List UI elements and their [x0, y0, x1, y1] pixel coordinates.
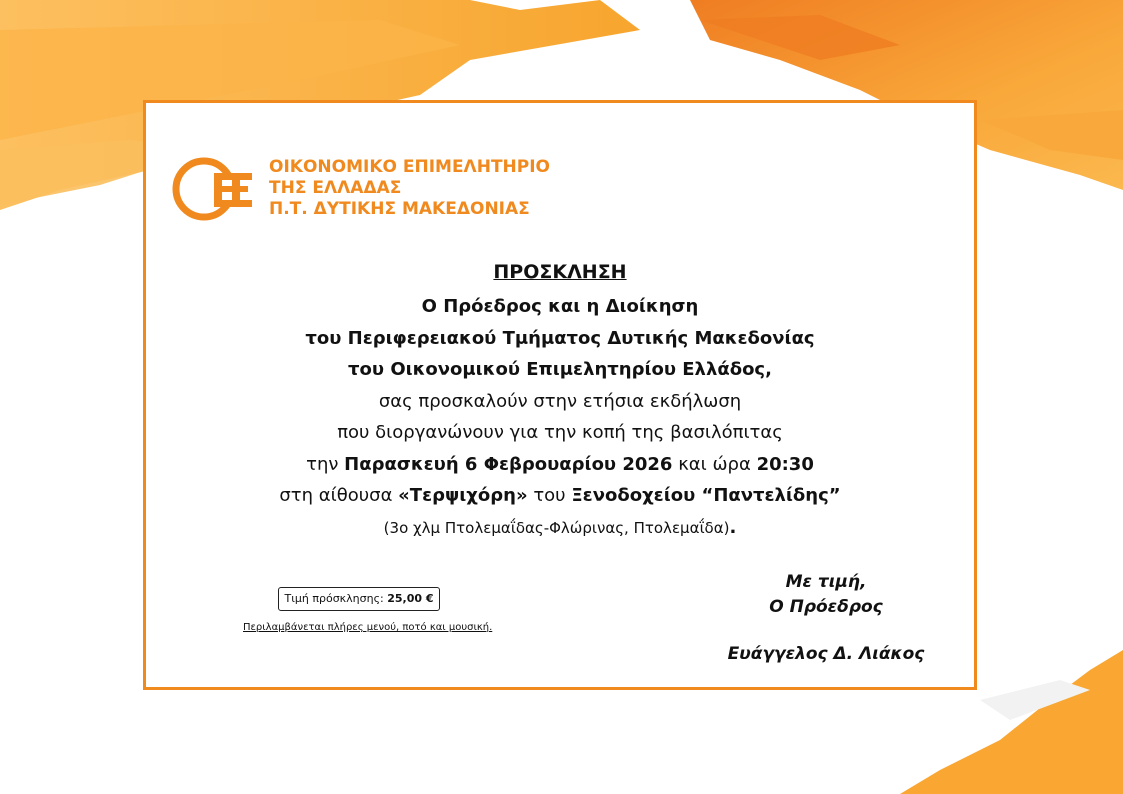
body-line-4: σας προσκαλούν στην ετήσια εκδήλωση — [378, 390, 742, 412]
invitation-body — [146, 291, 974, 544]
venue-prefix: στη αίθουσα — [279, 485, 399, 506]
body-line-1: Ο Πρόεδρος και η Διοίκηση — [421, 296, 699, 317]
venue-mid: του — [527, 485, 572, 506]
body-line-5: που διοργανώνουν για την κοπή της βασιλόπιτας — [337, 422, 783, 443]
date-prefix: την — [306, 453, 345, 475]
signature-name: Ευάγγελος Δ. Λιάκος — [727, 644, 925, 664]
address-end: . — [729, 516, 737, 538]
body-line-3: του Οικονομικού Επιμελητηρίου Ελλάδος, — [348, 359, 772, 380]
venue-hotel: Ξενοδοχείου “Παντελίδης” — [571, 485, 841, 506]
signature-closing — [706, 570, 946, 620]
body-line-6 — [146, 449, 974, 481]
event-time: 20:30 — [756, 453, 814, 475]
signature-role: Ο Πρόεδρος — [769, 597, 883, 617]
price-includes-note: Περιλαμβάνεται πλήρες μενού, ποτό και μουσική. — [243, 622, 493, 633]
price-amount: 25,00 € — [387, 592, 434, 605]
body-line-2: του Περιφερειακού Τμήματος Δυτικής Μακεδονίας — [305, 327, 815, 349]
organization-logo — [172, 151, 551, 231]
logo-line-3: Π.Τ. ΔΥΤΙΚΗΣ ΜΑΚΕΔΟΝΙΑΣ — [269, 199, 530, 219]
body-line-7 — [146, 480, 974, 512]
logo-line-1: ΟΙΚΟΝΟΜΙΚΟ ΕΠΙΜΕΛΗΤΗΡΙΟ — [269, 157, 551, 177]
venue-hall: «Τερψιχόρη» — [398, 485, 528, 506]
event-date: Παρασκευή 6 Φεβρουαρίου 2026 — [344, 453, 673, 475]
price-label: Τιμή πρόσκλησης: — [284, 592, 388, 605]
oee-logo-icon — [172, 155, 254, 223]
invitation-card — [143, 100, 977, 690]
body-line-8 — [146, 512, 974, 545]
invitation-title: ΠΡΟΣΚΛΗΣΗ — [493, 261, 627, 283]
logo-text — [269, 157, 550, 220]
logo-line-2: ΤΗΣ ΕΛΛΑΔΑΣ — [269, 178, 402, 198]
price-box — [278, 587, 440, 611]
time-prefix: και ώρα — [672, 453, 757, 475]
venue-address: (3ο χλμ Πτολεμαΐδας-Φλώρινας, Πτολεμαΐδα) — [383, 518, 730, 537]
closing-text: Με τιμή, — [785, 572, 867, 592]
